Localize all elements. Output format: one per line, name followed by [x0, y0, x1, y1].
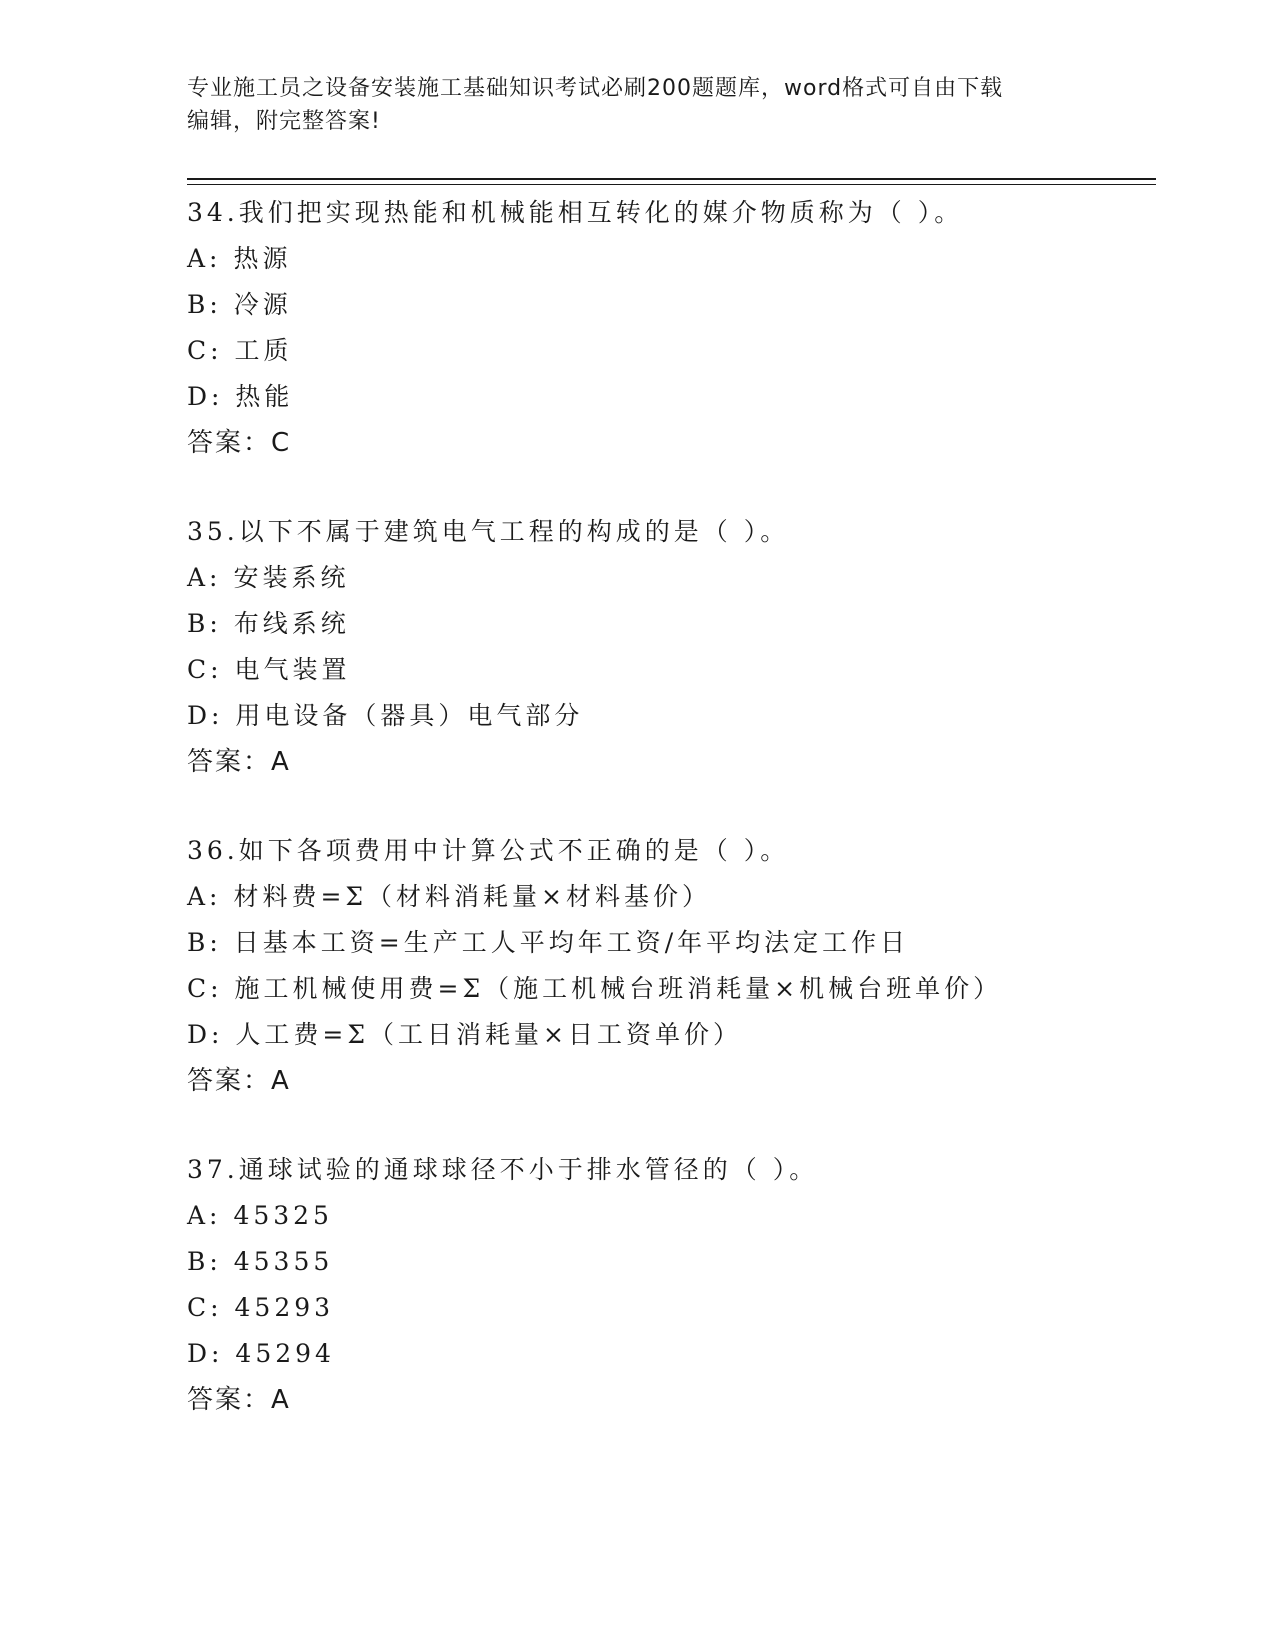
- option-d: [187, 1012, 1167, 1058]
- option-letter: B:: [187, 1247, 222, 1276]
- answer-value: A: [271, 1385, 291, 1415]
- option-text: 45325: [233, 1201, 333, 1230]
- option-b: [187, 920, 1167, 966]
- answer-label: 答案：: [187, 747, 272, 777]
- answer-line: [187, 1377, 1167, 1423]
- option-a: [187, 874, 1167, 920]
- option-a: [187, 1193, 1167, 1239]
- option-d: [187, 693, 1167, 739]
- option-letter: B:: [187, 609, 222, 638]
- option-text: 布线系统: [233, 609, 350, 638]
- question-number: 35.: [187, 517, 239, 546]
- option-text: 电气装置: [234, 655, 351, 684]
- option-d: [187, 374, 1167, 420]
- option-letter: C:: [187, 336, 223, 365]
- question-text: 通球试验的通球球径不小于排水管径的（ ）。: [238, 1155, 819, 1184]
- question-stem: [187, 190, 1167, 236]
- header-divider-thin: [187, 184, 1156, 185]
- option-c: [187, 328, 1167, 374]
- option-b: [187, 601, 1167, 647]
- option-letter: A:: [187, 563, 222, 592]
- option-letter: A:: [187, 1201, 222, 1230]
- option-text: 材料费=Σ（材料消耗量×材料基价）: [233, 882, 712, 911]
- option-b: [187, 1239, 1167, 1285]
- question-34: [187, 190, 1167, 466]
- answer-line: [187, 1058, 1167, 1104]
- header-line-1: 专业施工员之设备安装施工基础知识考试必刷200题题库，word格式可自由下载: [187, 76, 1004, 101]
- question-number: 37.: [187, 1155, 239, 1184]
- option-text: 日基本工资=生产工人平均年工资/年平均法定工作日: [233, 928, 910, 957]
- option-letter: B:: [187, 290, 222, 319]
- option-text: 热源: [233, 244, 292, 273]
- option-letter: D:: [187, 701, 224, 730]
- option-letter: C:: [187, 974, 223, 1003]
- header-line-2: 编辑，附完整答案!: [187, 109, 381, 134]
- option-letter: A:: [187, 244, 222, 273]
- option-c: [187, 647, 1167, 693]
- option-b: [187, 282, 1167, 328]
- option-letter: D:: [187, 1339, 224, 1368]
- option-c: [187, 966, 1167, 1012]
- question-text: 我们把实现热能和机械能相互转化的媒介物质称为（ ）。: [238, 198, 964, 227]
- header-divider-thick: [187, 178, 1156, 180]
- option-text: 用电设备（器具）电气部分: [235, 701, 584, 730]
- answer-label: 答案：: [187, 1385, 272, 1415]
- answer-value: A: [271, 747, 291, 777]
- answer-value: A: [271, 1066, 291, 1096]
- option-text: 施工机械使用费=Σ（施工机械台班消耗量×机械台班单价）: [234, 974, 1003, 1003]
- question-stem: [187, 509, 1167, 555]
- question-text: 以下不属于建筑电气工程的构成的是（ ）。: [238, 517, 790, 546]
- option-text: 45355: [233, 1247, 334, 1276]
- question-number: 36.: [187, 836, 239, 865]
- option-letter: D:: [187, 382, 224, 411]
- answer-line: [187, 420, 1167, 466]
- option-c: [187, 1285, 1167, 1331]
- option-a: [187, 555, 1167, 601]
- option-text: 45294: [235, 1339, 335, 1368]
- question-list: [187, 190, 1167, 1466]
- question-36: [187, 828, 1167, 1104]
- option-letter: C:: [187, 655, 223, 684]
- answer-value: C: [271, 428, 292, 458]
- option-letter: D:: [187, 1020, 224, 1049]
- question-stem: [187, 1147, 1167, 1193]
- option-letter: C:: [187, 1293, 223, 1322]
- question-text: 如下各项费用中计算公式不正确的是（ ）。: [238, 836, 790, 865]
- option-text: 工质: [234, 336, 293, 365]
- question-35: [187, 509, 1167, 785]
- option-text: 人工费=Σ（工日消耗量×日工资单价）: [235, 1020, 742, 1049]
- option-text: 冷源: [233, 290, 292, 319]
- option-letter: A:: [187, 882, 222, 911]
- answer-line: [187, 739, 1167, 785]
- option-text: 安装系统: [233, 563, 350, 592]
- option-letter: B:: [187, 928, 222, 957]
- question-stem: [187, 828, 1167, 874]
- option-d: [187, 1331, 1167, 1377]
- question-37: [187, 1147, 1167, 1423]
- option-a: [187, 236, 1167, 282]
- question-number: 34.: [187, 198, 239, 227]
- document-header: [187, 72, 1087, 138]
- option-text: 45293: [234, 1293, 335, 1322]
- answer-label: 答案：: [187, 428, 272, 458]
- option-text: 热能: [235, 382, 294, 411]
- answer-label: 答案：: [187, 1066, 272, 1096]
